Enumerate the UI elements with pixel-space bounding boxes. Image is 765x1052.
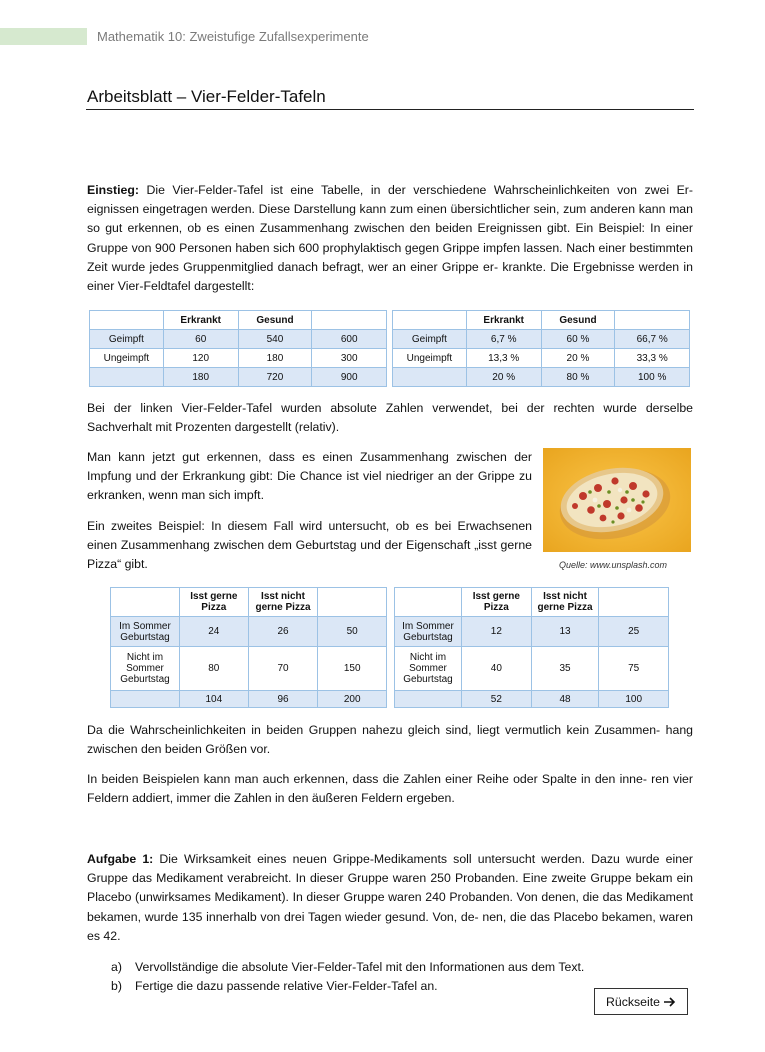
table-cell: 60 % bbox=[541, 330, 615, 349]
text-line: Beispiel: In einer Gruppe von 900 Personen haben sich 600 prophylaktisch gegen Grippe impfen lassen. bbox=[87, 221, 693, 255]
table-cell: 80 % bbox=[541, 368, 615, 387]
text-line: hang zwischen den beiden Größen vor. bbox=[87, 723, 693, 757]
table-cell: 200 bbox=[318, 691, 387, 708]
text-line: Die Vier-Felder-Tafel ist eine Tabelle, in der verschiedene Wahrscheinlichkeiten von zwei Er- bbox=[146, 183, 693, 197]
table-row-label: Nicht im Sommer Geburtstag bbox=[395, 647, 462, 691]
course-title: Mathematik 10: Zweistufige Zufallsexperimente bbox=[97, 29, 369, 44]
table-cell bbox=[395, 691, 462, 708]
table-cell: 66,7 % bbox=[615, 330, 690, 349]
table-cell: 33,3 % bbox=[615, 349, 690, 368]
table-cell: 60 bbox=[163, 330, 238, 349]
text-line: Man kann jetzt gut erkennen, dass es einen Zusammenhang zwischen der bbox=[87, 450, 532, 464]
table-cell: 70 bbox=[248, 647, 318, 691]
table-header-cell: Erkrankt bbox=[163, 311, 238, 330]
table-cell: 20 % bbox=[466, 368, 541, 387]
aufgabe-label: Aufgabe 1: bbox=[87, 852, 154, 866]
table-cell: 80 bbox=[179, 647, 248, 691]
table-cell bbox=[318, 588, 387, 617]
text-line: denen, die das Medikament bekamen, wurde 135 innerhalb von drei Tagen wieder gesund. Von, de- bbox=[87, 890, 693, 924]
text-line: Grippe zu erkranken, wenn man sich impft. bbox=[87, 469, 532, 503]
table-header-cell: Isst nicht gerne Pizza bbox=[248, 588, 318, 617]
table-cell bbox=[393, 311, 467, 330]
table-cell: 13 bbox=[531, 617, 599, 647]
table-header-cell: Gesund bbox=[541, 311, 615, 330]
table-cell: 50 bbox=[318, 617, 387, 647]
table-cell bbox=[90, 368, 164, 387]
title-divider bbox=[86, 109, 694, 110]
table-cell: 52 bbox=[461, 691, 531, 708]
table-cell: 120 bbox=[163, 349, 238, 368]
table-impfung-absolute bbox=[89, 310, 387, 387]
table-cell bbox=[111, 691, 180, 708]
task-text: Vervollständige die absolute Vier-Felder-Tafel mit den Informationen aus dem Text. bbox=[135, 960, 585, 974]
table-cell: 180 bbox=[238, 349, 312, 368]
table-cell: 24 bbox=[179, 617, 248, 647]
text-line: kann man so gut erkennen, ob es einen Zusammenhang zwischen den beiden Ereignissen gibt. Ein bbox=[87, 202, 693, 236]
paragraph-summen bbox=[87, 770, 693, 808]
table-cell: 600 bbox=[312, 330, 387, 349]
text-line: Sachverhalt mit Prozenten dargestellt (relativ). bbox=[87, 420, 340, 435]
rueckseite-button[interactable] bbox=[594, 988, 688, 1015]
page-title: Arbeitsblatt – Vier-Felder-Tafeln bbox=[87, 87, 326, 106]
table-cell: 12 bbox=[461, 617, 531, 647]
text-line: eignissen eingetragen werden. Diese Darstellung kann zum einen übersichtlicher sein, zum anderen bbox=[87, 202, 636, 217]
table-cell bbox=[393, 368, 467, 387]
table-cell: 25 bbox=[599, 617, 669, 647]
table-header-cell: Erkrankt bbox=[466, 311, 541, 330]
table-cell bbox=[615, 311, 690, 330]
text-line: nen, die das Placebo bekamen, waren es 42. bbox=[87, 909, 694, 943]
table-header-cell: Isst gerne Pizza bbox=[179, 588, 248, 617]
table-cell: 180 bbox=[163, 368, 238, 387]
table-cell: 40 bbox=[461, 647, 531, 691]
table-row-label: Ungeimpft bbox=[393, 349, 467, 368]
table-cell: 13,3 % bbox=[466, 349, 541, 368]
paragraph-absolut-relativ bbox=[87, 399, 693, 437]
task-text: Fertige die dazu passende relative Vier-Felder-Tafel an. bbox=[135, 979, 438, 993]
table-cell bbox=[111, 588, 180, 617]
table-header-cell: Gesund bbox=[238, 311, 312, 330]
einstieg-paragraph bbox=[87, 181, 693, 296]
table-cell bbox=[312, 311, 387, 330]
table-cell: 720 bbox=[238, 368, 312, 387]
table-cell: 20 % bbox=[541, 349, 615, 368]
table-cell: 96 bbox=[248, 691, 318, 708]
table-cell: 900 bbox=[312, 368, 387, 387]
table-cell: 48 bbox=[531, 691, 599, 708]
header-accent-bar bbox=[0, 28, 87, 45]
table-cell: 35 bbox=[531, 647, 599, 691]
table-pizza-absolute bbox=[110, 587, 387, 708]
table-row-label: Im Sommer Geburtstag bbox=[395, 617, 462, 647]
text-line: ren vier Feldern addiert, immer die Zahlen in den äußeren Feldern ergeben. bbox=[87, 772, 693, 806]
paragraph-zusammenhang bbox=[87, 448, 532, 506]
list-marker: b) bbox=[111, 979, 122, 993]
table-cell bbox=[599, 588, 669, 617]
table-cell: 300 bbox=[312, 349, 387, 368]
pizza-icon bbox=[543, 448, 691, 552]
table-row-label: Ungeimpft bbox=[90, 349, 164, 368]
text-line: Bei der linken Vier-Felder-Tafel wurden absolute Zahlen verwendet, bei der rechten wurde derselbe bbox=[87, 401, 693, 415]
table-header-cell: Isst gerne Pizza bbox=[461, 588, 531, 617]
text-line: gerne Pizza“ gibt. bbox=[87, 538, 532, 572]
table-cell: 6,7 % bbox=[466, 330, 541, 349]
table-impfung-relativ bbox=[392, 310, 690, 387]
text-line: In beiden Beispielen kann man auch erkennen, dass die Zahlen einer Reihe oder Spalte in den inne- bbox=[87, 772, 647, 786]
einstieg-label: Einstieg: bbox=[87, 183, 139, 197]
text-line: Ein zweites Beispiel: In diesem Fall wird untersucht, ob es bei Erwachsenen bbox=[87, 519, 532, 533]
table-cell: 100 bbox=[599, 691, 669, 708]
text-line: einer Gruppe das Medikament verabreicht. In dieser Gruppe waren 250 Probanden. Eine zweite bbox=[87, 852, 694, 886]
table-row-label: Geimpft bbox=[393, 330, 467, 349]
table-row-label: Geimpft bbox=[90, 330, 164, 349]
pizza-image bbox=[543, 448, 691, 552]
table-header-cell: Isst nicht gerne Pizza bbox=[531, 588, 599, 617]
table-cell: 100 % bbox=[615, 368, 690, 387]
table-cell: 26 bbox=[248, 617, 318, 647]
table-cell: 104 bbox=[179, 691, 248, 708]
table-cell bbox=[395, 588, 462, 617]
text-line: krankte. Die Ergebnisse werden in einer Vier-Feldtafel dargestellt: bbox=[87, 259, 693, 294]
arrow-right-icon bbox=[664, 997, 676, 1007]
table-cell: 150 bbox=[318, 647, 387, 691]
text-line: Nach einer bestimmten Zeit wurde jedes Gruppenmitglied danach befragt, wer an einer Grippe er- bbox=[87, 240, 693, 274]
text-line: Gruppe bekam ein Placebo (unwirksames Medikament). In dieser Gruppe waren 240 Probanden. Von bbox=[87, 871, 694, 905]
text-line: Impfung und der Erkrankung gibt: Die Chance ist viel niedriger an der bbox=[87, 469, 474, 484]
table-pizza-relativ bbox=[394, 587, 669, 708]
text-line: Die Wirksamkeit eines neuen Grippe-Medikaments soll untersucht werden. Dazu wurde bbox=[159, 852, 660, 866]
paragraph-folgerung bbox=[87, 721, 693, 759]
table-cell bbox=[90, 311, 164, 330]
table-row-label: Im Sommer Geburtstag bbox=[111, 617, 180, 647]
table-cell: 75 bbox=[599, 647, 669, 691]
list-marker: a) bbox=[111, 960, 122, 974]
image-caption: Quelle: www.unsplash.com bbox=[559, 560, 668, 570]
rueckseite-label: Rückseite bbox=[606, 994, 660, 1009]
paragraph-zweites-beispiel bbox=[87, 517, 532, 575]
table-cell: 540 bbox=[238, 330, 312, 349]
aufgabe-paragraph bbox=[87, 850, 693, 946]
text-line: Da die Wahrscheinlichkeiten in beiden Gruppen nahezu gleich sind, liegt vermutlich kein Zusammen- bbox=[87, 723, 661, 737]
table-row-label: Nicht im Sommer Geburtstag bbox=[111, 647, 180, 691]
text-line: einen Zusammenhang zwischen dem Geburtstag und der Eigenschaft „isst bbox=[87, 538, 497, 553]
